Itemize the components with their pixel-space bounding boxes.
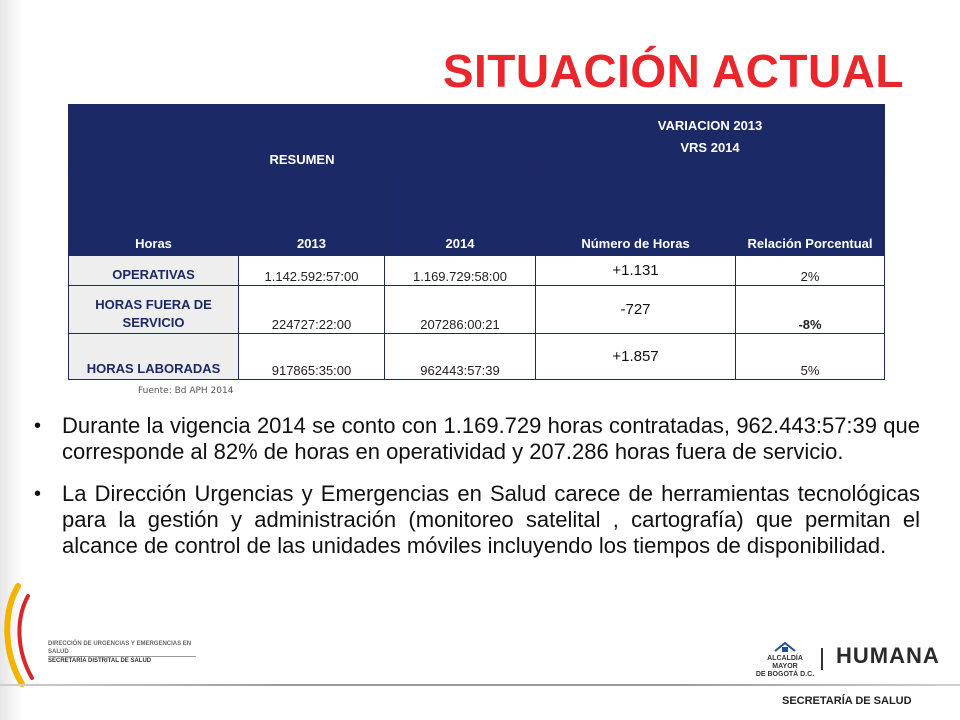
header-variacion bbox=[536, 105, 885, 170]
bullet-dot-icon: • bbox=[34, 415, 42, 437]
cell-numero-horas: -727 bbox=[536, 286, 736, 334]
alcaldia-line1: ALCALDÍA MAYOR bbox=[767, 655, 803, 670]
cell-relacion-porcentual: 5% bbox=[736, 334, 885, 380]
humana-logo: HUMANA bbox=[836, 643, 940, 668]
column-header-numero-horas: Número de Horas bbox=[536, 170, 736, 256]
bullet-item bbox=[34, 413, 920, 465]
bullet-item bbox=[34, 481, 920, 559]
logo-separator bbox=[821, 648, 823, 670]
header-resumen: RESUMEN bbox=[69, 105, 536, 170]
table-row bbox=[69, 286, 885, 334]
alcaldia-emblem-icon bbox=[774, 641, 796, 653]
cell-2013: 917865:35:00 bbox=[239, 334, 385, 380]
cell-2014: 207286:00:21 bbox=[385, 286, 536, 334]
column-header-horas: Horas bbox=[69, 170, 239, 256]
row-label: HORAS LABORADAS bbox=[69, 334, 239, 380]
row-label: OPERATIVAS bbox=[69, 256, 239, 286]
cell-2014: 962443:57:39 bbox=[385, 334, 536, 380]
bullet-text: La Dirección Urgencias y Emergencias en Salud carece de herramientas tecnológicas para la gestión y administración (monitoreo satelital , cartografía) que permitan el alcance de control de las unidades móviles incluyendo los tiempos de disponibilidad. bbox=[62, 481, 920, 558]
cell-relacion-porcentual: 2% bbox=[736, 256, 885, 286]
alcaldia-line2: DE BOGOTÁ D.C. bbox=[755, 671, 815, 678]
sds-logo bbox=[48, 640, 196, 665]
page-title: SITUACIÓN ACTUAL bbox=[442, 45, 904, 97]
cell-numero-horas: +1.131 bbox=[536, 256, 736, 286]
cell-relacion-porcentual: -8% bbox=[736, 286, 885, 334]
footer-divider bbox=[0, 684, 960, 686]
summary-table bbox=[68, 104, 885, 380]
footer-secretaria-de-salud: SECRETARÍA DE SALUD bbox=[782, 695, 912, 707]
row-label: HORAS FUERA DE SERVICIO bbox=[69, 286, 239, 334]
sds-swoosh-icon bbox=[0, 580, 60, 690]
cell-numero-horas: +1.857 bbox=[536, 334, 736, 380]
sds-logo-line1: DIRECCIÓN DE URGENCIAS Y EMERGENCIAS EN SALUD bbox=[48, 641, 192, 655]
header-variacion-line2: VRS 2014 bbox=[680, 140, 740, 155]
table-row bbox=[69, 334, 885, 380]
alcaldia-logo bbox=[754, 641, 816, 679]
bullet-dot-icon: • bbox=[34, 483, 42, 505]
column-header-2014: 2014 bbox=[385, 170, 536, 256]
bullet-text: Durante la vigencia 2014 se conto con 1.169.729 horas contratadas, 962.443:57:39 que corresponde al 82% de horas en operatividad y 207.286 horas fuera de servicio. bbox=[62, 413, 920, 464]
sds-logo-line2: SECRETARÍA DISTRITAL DE SALUD bbox=[48, 656, 196, 665]
cell-2013: 224727:22:00 bbox=[239, 286, 385, 334]
cell-2014: 1.169.729:58:00 bbox=[385, 256, 536, 286]
header-variacion-line1: VARIACION 2013 bbox=[657, 118, 763, 133]
bullet-list bbox=[34, 413, 920, 575]
table-source-note: Fuente: Bd APH 2014 bbox=[138, 386, 234, 396]
table-row bbox=[69, 256, 885, 286]
column-header-relacion-porcentual: Relación Porcentual bbox=[736, 170, 885, 256]
column-header-2013: 2013 bbox=[239, 170, 385, 256]
cell-2013: 1.142.592:57:00 bbox=[239, 256, 385, 286]
